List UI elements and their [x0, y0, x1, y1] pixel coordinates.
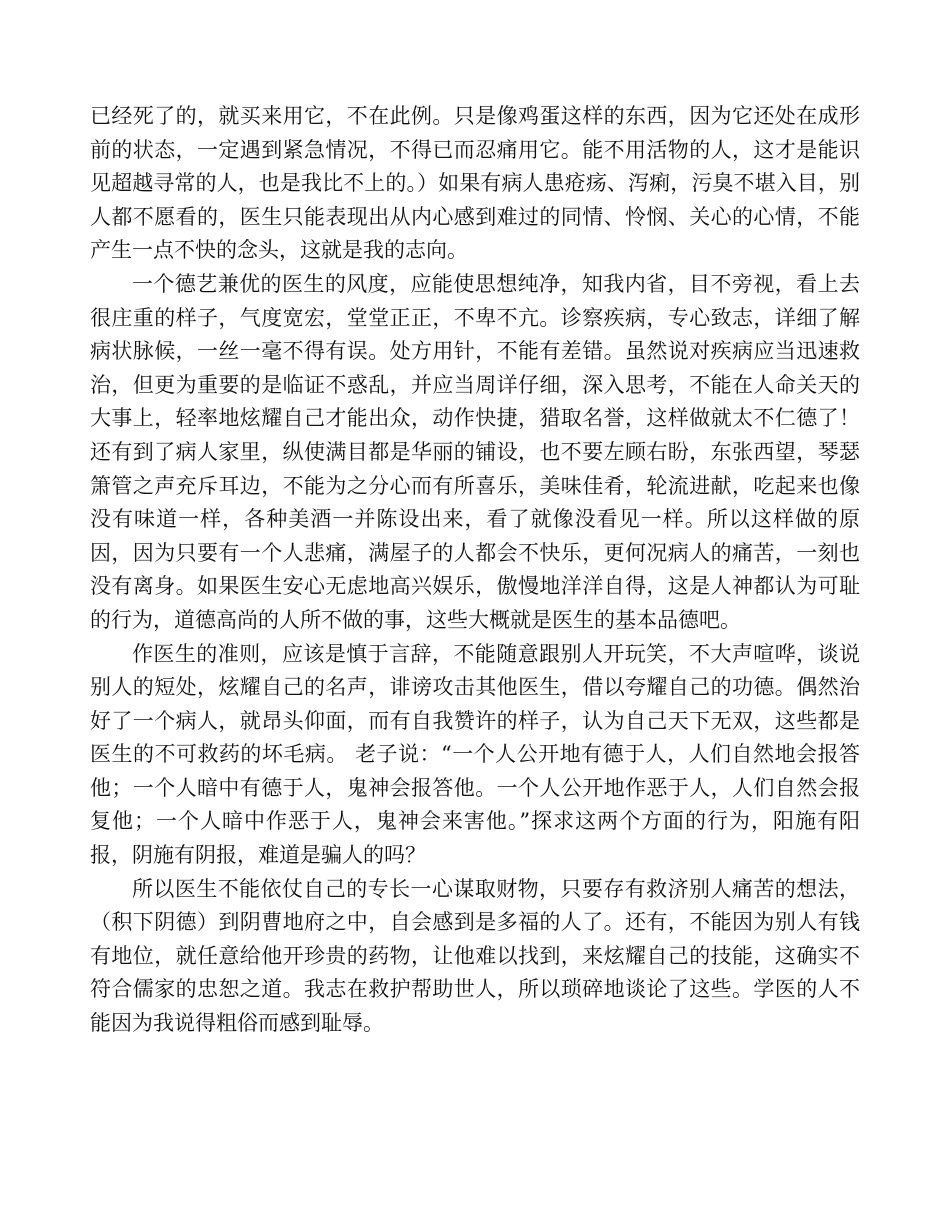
paragraph-continuation: 已经死了的，就买来用它，不在此例。只是像鸡蛋这样的东西，因为它还处在成形前的状态，一定遇到紧急情况，不得已而忍痛用它。能不用活物的人，这才是能识见超越寻常的人，也是我比不上的。）如果有病人患疮疡、泻痢，污臭不堪入目，别人都不愿看的，医生只能表现出从内心感到难过的同情、怜悯、关心的心情，不能产生一点不快的念头，这就是我的志向。 — [90, 104, 860, 263]
paragraph-closing: 所以医生不能依仗自己的专长一心谋取财物，只要存有救济别人痛苦的想法，（积下阴德）到阴曹地府之中，自会感到是多福的人了。还有，不能因为别人有钱有地位，就任意给他开珍贵的药物，让他难以找到，来炫耀自己的技能，这确实不符合儒家的忠恕之道。我志在救护帮助世人，所以琐碎地谈论了这些。学医的人不能因为我说得粗俗而感到耻辱。 — [90, 876, 860, 1036]
paragraph-physician-conduct: 作医生的准则，应该是慎于言辞，不能随意跟别人开玩笑，不大声喧哗，谈说别人的短处，炫耀自己的名声，诽谤攻击其他医生，借以夸耀自己的功德。偶然治好了一个病人，就昂头仰面，而有自我赞许的样子，认为自己天下无双，这些都是医生的不可救药的坏毛病。 老子说：“一个人公开地有德于人，人们自然地会报答他；一个人暗中有德于人，鬼神会报答他。一个人公开地作恶于人，人们自然会报复他；一个人暗中作恶于人，鬼神会来害他。”探求这两个方面的行为，阳施有阳报，阴施有阴报，难道是骗人的吗？ — [90, 641, 860, 868]
paragraph-physician-demeanor: 一个德艺兼优的医生的风度，应能使思想纯净，知我内省，目不旁视，看上去很庄重的样子，气度宽宏，堂堂正正，不卑不亢。诊察疾病，专心致志，详细了解病状脉候，一丝一毫不得有误。处方用针，不能有差错。虽然说对疾病应当迅速救治，但更为重要的是临证不惑乱，并应当周详仔细，深入思考，不能在人命关天的大事上，轻率地炫耀自己才能出众，动作快捷，猎取名誉，这样做就太不仁德了！还有到了病人家里，纵使满目都是华丽的铺设，也不要左顾右盼，东张西望，琴瑟箫管之声充斥耳边，不能为之分心而有所喜乐，美味佳肴，轮流进献，吃起来也像没有味道一样，各种美酒一并陈设出来，看了就像没看见一样。所以这样做的原因，因为只要有一个人悲痛，满屋子的人都会不快乐，更何况病人的痛苦，一刻也没有离身。如果医生安心无虑地高兴娱乐，傲慢地洋洋自得，这是人神都认为可耻的行为，道德高尚的人所不做的事，这些大概就是医生的基本品德吧。 — [90, 271, 860, 632]
